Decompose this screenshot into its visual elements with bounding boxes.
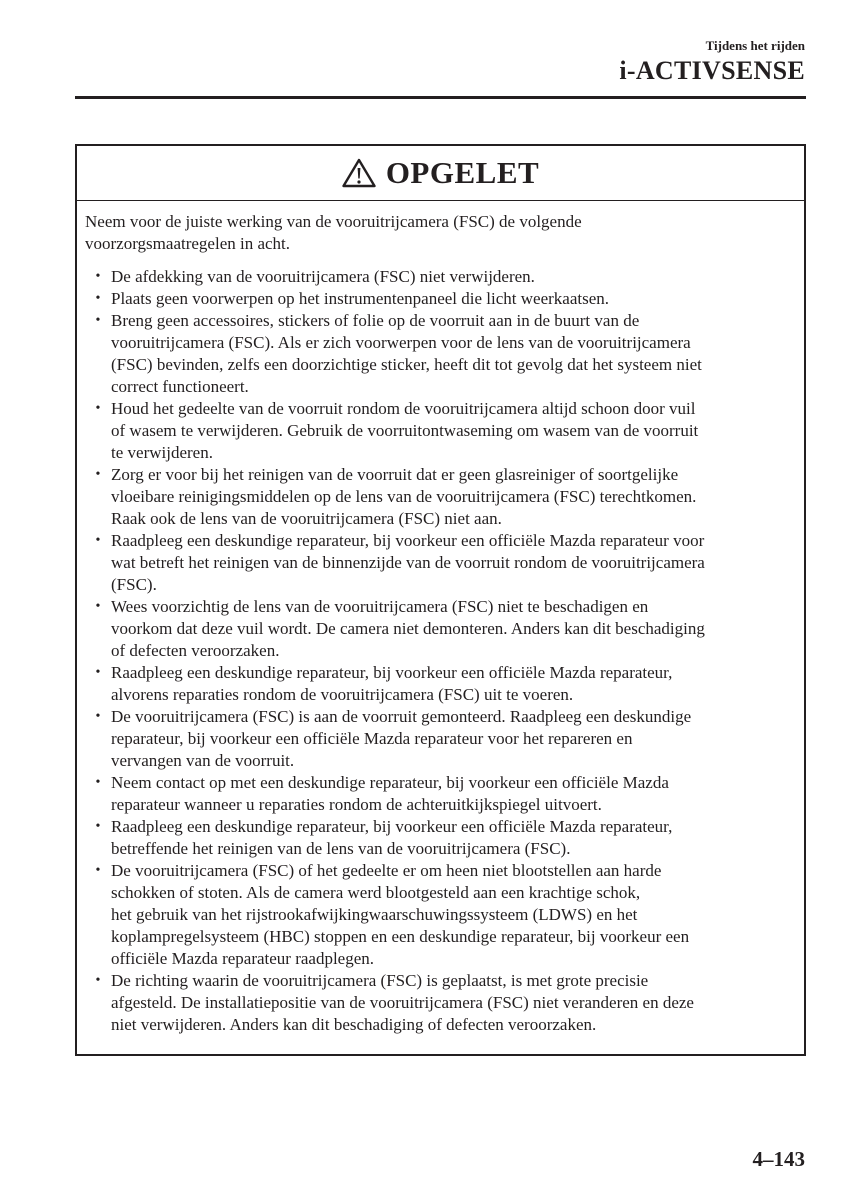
list-item-text: De richting waarin de vooruitrijcamera (FSC) is geplaatst, is met grote precisie afgesteld. De installatiepositie van de vooruitrijcamera (FSC) niet veranderen en deze niet verwijderen. Anders kan dit beschadiging of defecten veroorzaken. <box>111 971 694 1034</box>
bullet-marker: • <box>95 599 101 614</box>
list-item <box>85 596 792 662</box>
warning-triangle-icon <box>342 158 376 188</box>
list-item-text: Zorg er voor bij het reinigen van de voorruit dat er geen glasreiniger of soortgelijke vloeibare reinigingsmiddelen op de lens van de vooruitrijcamera (FSC) terechtkomen. Raak ook de lens van de vooruitrijcamera (FSC) niet aan. <box>111 465 697 528</box>
header-divider <box>75 96 806 99</box>
bullet-marker: • <box>95 665 101 680</box>
list-item <box>85 464 792 530</box>
list-item <box>85 816 792 860</box>
list-item <box>85 970 792 1036</box>
list-item-text: Neem contact op met een deskundige reparateur, bij voorkeur een officiële Mazda reparateur wanneer u reparaties rondom de achteruitkijkspiegel uitvoert. <box>111 773 669 814</box>
list-item <box>85 530 792 596</box>
list-item-text: Raadpleeg een deskundige reparateur, bij voorkeur een officiële Mazda reparateur, betreffende het reinigen van de lens van de vooruitrijcamera (FSC). <box>111 817 673 858</box>
list-item <box>85 398 792 464</box>
list-item-text: Plaats geen voorwerpen op het instrumentenpaneel die licht weerkaatsen. <box>111 289 610 308</box>
list-item-text: De afdekking van de vooruitrijcamera (FSC) niet verwijderen. <box>111 267 535 286</box>
list-item-text: Wees voorzichtig de lens van de vooruitrijcamera (FSC) niet te beschadigen en voorkom dat deze vuil wordt. De camera niet demonteren. Anders kan dit beschadiging of defecten veroorzaken. <box>111 597 705 660</box>
list-item-text: Houd het gedeelte van de voorruit rondom de vooruitrijcamera altijd schoon door vuil of wasem te verwijderen. Gebruik de voorruitontwaseming om wasem van de voorruit te verwijderen. <box>111 399 699 462</box>
caution-title: OPGELET <box>385 155 540 190</box>
caution-header <box>77 146 804 201</box>
bullet-marker: • <box>95 973 101 988</box>
list-item <box>85 706 792 772</box>
bullet-marker: • <box>95 313 101 328</box>
list-item-text: Raadpleeg een deskundige reparateur, bij voorkeur een officiële Mazda reparateur voor wat betreft het reinigen van de binnenzijde van de voorruit rondom de vooruitrijcamera (FSC). <box>111 531 705 594</box>
caution-intro: Neem voor de juiste werking van de vooruitrijcamera (FSC) de volgende voorzorgsmaatregelen in acht. <box>85 212 582 253</box>
bullet-marker: • <box>95 533 101 548</box>
bullet-marker: • <box>95 863 101 878</box>
list-item-text: Breng geen accessoires, stickers of folie op de voorruit aan in de buurt van de vooruitrijcamera (FSC). Als er zich voorwerpen voor de lens van de vooruitrijcamera (FSC) bevinden, zelfs een doorzichtige sticker, heeft dit tot gevolg dat het systeem niet correct functioneert. <box>111 311 702 396</box>
bullet-marker: • <box>95 709 101 724</box>
bullet-marker: • <box>95 819 101 834</box>
caution-list <box>85 266 792 1036</box>
caution-body <box>77 201 804 1036</box>
bullet-marker: • <box>95 775 101 790</box>
chapter-title: i-ACTIVSENSE <box>619 56 805 85</box>
list-item-text: De vooruitrijcamera (FSC) of het gedeelte er om heen niet blootstellen aan harde schokken of stoten. Als de camera werd blootgesteld aan een krachtige schok, het gebruik van het rijstrookafwijkingwaarschuwingssysteem (LDWS) en het koplampregelsysteem (HBC) stoppen en een deskundige reparateur, bij voorkeur een officiële Mazda reparateur raadplegen. <box>111 861 690 968</box>
bullet-marker: • <box>95 291 101 306</box>
section-label: Tijdens het rijden <box>705 38 805 53</box>
list-item <box>85 772 792 816</box>
bullet-marker: • <box>95 269 101 284</box>
list-item <box>85 266 792 288</box>
list-item <box>85 860 792 970</box>
bullet-marker: • <box>95 401 101 416</box>
list-item-text: Raadpleeg een deskundige reparateur, bij voorkeur een officiële Mazda reparateur, alvorens reparaties rondom de vooruitrijcamera (FSC) uit te voeren. <box>111 663 673 704</box>
list-item <box>85 662 792 706</box>
list-item-text: De vooruitrijcamera (FSC) is aan de voorruit gemonteerd. Raadpleeg een deskundige reparateur, bij voorkeur een officiële Mazda reparateur voor het repareren en vervangen van de voorruit. <box>111 707 692 770</box>
list-item <box>85 310 792 398</box>
bullet-marker: • <box>95 467 101 482</box>
page-number: 4–143 <box>752 1147 805 1171</box>
list-item <box>85 288 792 310</box>
caution-box <box>75 144 806 1056</box>
